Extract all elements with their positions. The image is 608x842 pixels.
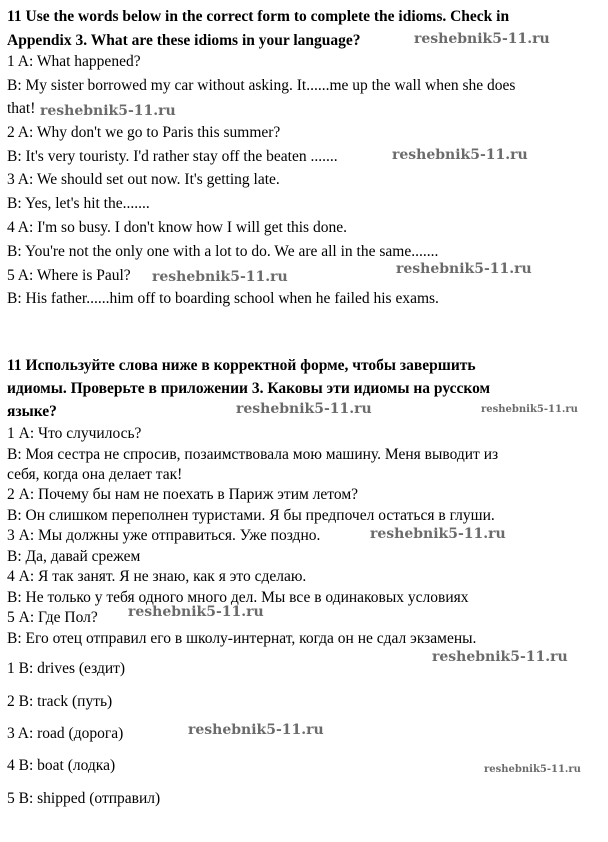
english-line: B: His father......him off to boarding school when he failed his exams. (7, 290, 439, 307)
watermark: reshebnik5-11.ru (370, 526, 506, 542)
watermark: reshebnik5-11.ru (152, 269, 288, 285)
english-line: 1 A: What happened? (7, 53, 141, 70)
russian-line: 5 А: Где Пол? (7, 609, 98, 626)
russian-line: себя, когда она делает так! (7, 466, 183, 483)
russian-heading-line-2: идиомы. Проверьте в приложении 3. Каковы эти идиомы на русском (7, 380, 491, 397)
russian-line: В: Моя сестра не спросив, позаимствовала мою машину. Меня выводит из (7, 446, 499, 463)
watermark: reshebnik5-11.ru (40, 103, 176, 119)
russian-line: 3 А: Мы должны уже отправиться. Уже поздно. (7, 527, 321, 544)
watermark: reshebnik5-11.ru (481, 404, 578, 415)
answer-line: 4 B: boat (лодка) (7, 757, 116, 774)
watermark: reshebnik5-11.ru (484, 764, 581, 775)
watermark: reshebnik5-11.ru (188, 722, 324, 738)
answer-line: 3 A: road (дорога) (7, 725, 124, 742)
russian-line: В: Не только у тебя одного много дел. Мы все в одинаковых условиях (7, 589, 469, 606)
english-line: B: You're not the only one with a lot to do. We are all in the same....... (7, 243, 439, 260)
english-line: 4 A: I'm so busy. I don't know how I will get this done. (7, 219, 347, 236)
russian-heading-line-1: 11 Используйте слова ниже в корректной форме, чтобы завершить (7, 357, 476, 374)
english-line: 2 A: Why don't we go to Paris this summer? (7, 124, 281, 141)
english-line: B: My sister borrowed my car without asking. It......me up the wall when she does (7, 77, 516, 94)
watermark: reshebnik5-11.ru (396, 261, 532, 277)
russian-line: 1 А: Что случилось? (7, 425, 142, 442)
english-line: that! (7, 100, 36, 117)
russian-line: В: Он слишком переполнен туристами. Я бы предпочел остаться в глуши. (7, 507, 495, 524)
watermark: reshebnik5-11.ru (236, 401, 372, 417)
watermark: reshebnik5-11.ru (432, 649, 568, 665)
answer-line: 2 B: track (путь) (7, 693, 113, 710)
english-heading-line-2: Appendix 3. What are these idioms in your language? (7, 32, 361, 49)
russian-line: В: Да, давай срежем (7, 548, 141, 565)
answer-line: 1 B: drives (ездит) (7, 660, 126, 677)
watermark: reshebnik5-11.ru (414, 31, 550, 47)
english-line: 3 A: We should set out now. It's getting late. (7, 171, 280, 188)
answer-line: 5 B: shipped (отправил) (7, 790, 161, 807)
english-line: 5 A: Where is Paul? (7, 267, 131, 284)
english-line: B: It's very touristy. I'd rather stay off the beaten ....... (7, 148, 338, 165)
russian-line: 4 А: Я так занят. Я не знаю, как я это сделаю. (7, 568, 307, 585)
english-heading-line-1: 11 Use the words below in the correct form to complete the idioms. Check in (7, 8, 510, 25)
watermark: reshebnik5-11.ru (128, 604, 264, 620)
russian-heading-line-3: языке? (7, 403, 57, 420)
russian-line: 2 А: Почему бы нам не поехать в Париж этим летом? (7, 486, 359, 503)
watermark: reshebnik5-11.ru (392, 147, 528, 163)
russian-line: В: Его отец отправил его в школу-интернат, когда он не сдал экзамены. (7, 630, 477, 647)
english-line: B: Yes, let's hit the....... (7, 195, 150, 212)
